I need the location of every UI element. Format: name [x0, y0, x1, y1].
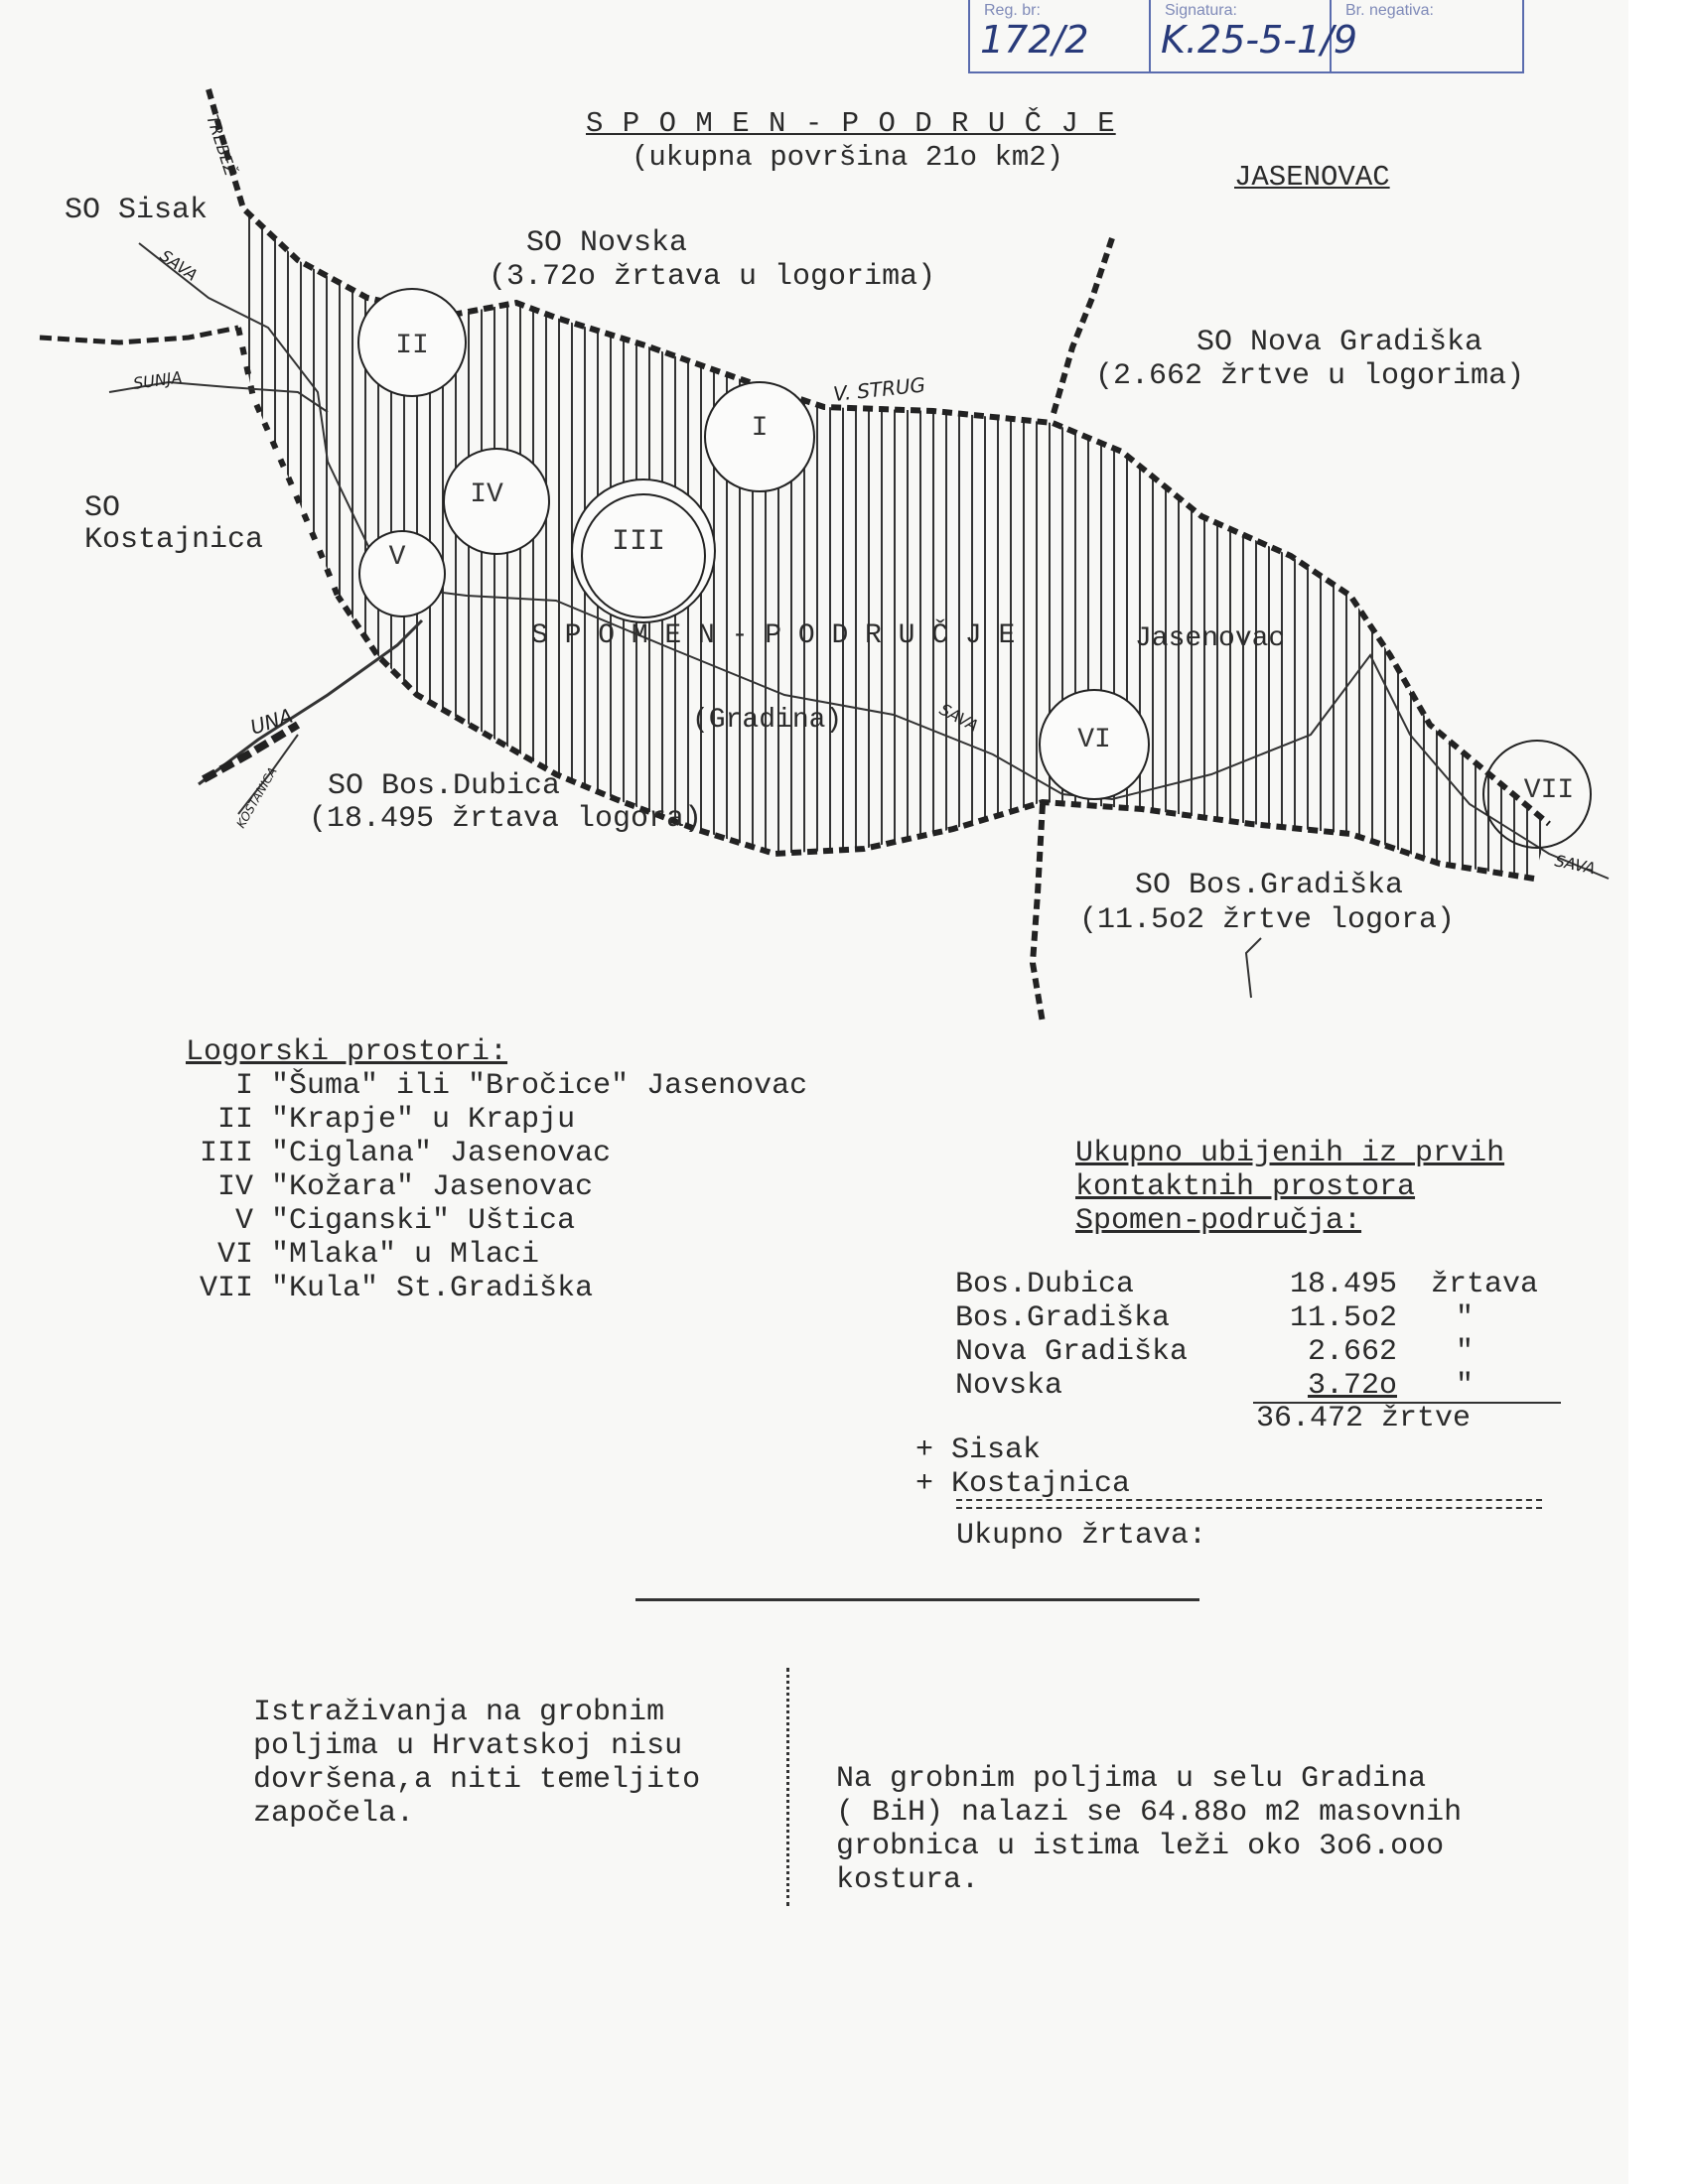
camps-list-item: I "Šuma" ili "Bročice" Jasenovac: [234, 1069, 808, 1103]
totals-heading-line: Spomen-područja:: [1075, 1204, 1362, 1238]
note-left: [253, 1696, 700, 1831]
totals-row: Novska 3.72o ": [955, 1369, 1475, 1403]
totals-heading: [1075, 1137, 1504, 1238]
boundary-east-remnant: [1246, 938, 1261, 998]
note-left-line: dovršena,a niti temeljito: [253, 1763, 701, 1797]
boundary-west-sisak: [40, 328, 238, 342]
camp-circle-v: [359, 531, 445, 616]
totals-sum: 36.472 žrtve: [1256, 1402, 1472, 1435]
label-so-novska: SO Novska: [526, 226, 688, 260]
camp-label-vi: VI: [1077, 725, 1111, 755]
camps-list-item: III "Ciglana" Jasenovac: [199, 1137, 612, 1170]
river-label-sunja: SUNJA: [131, 367, 184, 393]
place-heading: JASENOVAC: [1234, 161, 1390, 194]
label-bos-dubica-victims: (18.495 žrtava logora): [309, 802, 703, 836]
totals-plus-kostajnica: + Kostajnica: [915, 1467, 1131, 1501]
river-label-sava-west: SAVA: [156, 245, 202, 285]
signature-label: Signatura:: [1165, 2, 1237, 19]
river-label-sava-east: SAVA: [1553, 851, 1598, 879]
note-right-line: Na grobnim poljima u selu Gradina: [836, 1762, 1427, 1796]
totals-row: Bos.Dubica 18.495 žrtava: [955, 1268, 1539, 1301]
label-so-sisak: SO Sisak: [65, 194, 209, 227]
label-so-kostajnica-prefix: SO: [84, 491, 121, 525]
river-label-trebez: TREBEŽ: [203, 112, 240, 179]
reg-number-label: Reg. br:: [984, 2, 1041, 19]
camp-circle-vi: [1040, 690, 1149, 799]
label-so-bos-dubica: SO Bos.Dubica: [328, 769, 561, 803]
camps-list-item: V "Ciganski" Uštica: [234, 1204, 576, 1238]
camp-label-iii: III: [611, 525, 666, 559]
label-jasenovac-map: Jasenovac: [1135, 623, 1286, 654]
document-subtitle: (ukupna površina 21o km2): [632, 141, 1064, 174]
note-left-line: Istraživanja na grobnim: [253, 1696, 665, 1729]
river-label-v-strug: V. STRUG: [832, 372, 927, 406]
camp-circle-i: [705, 382, 814, 491]
camps-list-item: II "Krapje" u Krapju: [216, 1103, 576, 1137]
label-nova-gradiska-victims: (2.662 žrtve u logorima): [1095, 359, 1525, 393]
totals-table: [955, 1268, 1554, 1403]
totals-heading-line: kontaktnih prostora: [1075, 1170, 1416, 1204]
section-separator: [635, 1598, 1199, 1601]
camp-label-i: I: [751, 413, 769, 444]
note-right-line: ( BiH) nalazi se 64.88o m2 masovnih: [836, 1796, 1463, 1830]
totals-heading-line: Ukupno ubijenih iz prvih: [1075, 1137, 1505, 1170]
camp-circle-iv: [444, 449, 549, 554]
camps-list: [186, 1069, 807, 1305]
label-kostajnica: Kostajnica: [84, 523, 264, 557]
camp-circle-iii: [572, 479, 715, 622]
camp-label-v: V: [388, 542, 406, 573]
note-right-line: grobnica u istima leži oko 3o6.ooo: [836, 1830, 1445, 1863]
label-so-nova-gradiska: SO Nova Gradiška: [1196, 326, 1483, 359]
document-title: S P O M E N - P O D R U Č J E: [586, 107, 1116, 140]
negative-number-label: Br. negativa:: [1345, 2, 1434, 19]
river-label-kostanica: KOSTANICA: [233, 764, 280, 831]
label-bos-gradiska-victims: (11.5o2 žrtve logora): [1079, 903, 1456, 937]
totals-row: Bos.Gradiška 11.5o2 ": [955, 1301, 1475, 1335]
label-so-bos-gradiska: SO Bos.Gradiška: [1135, 869, 1404, 902]
reg-number-value: 172/2: [980, 18, 1089, 62]
signature-value: K.25-5-1/9: [1161, 18, 1358, 62]
camp-label-ii: II: [395, 331, 429, 361]
camps-list-item: VI "Mlaka" u Mlaci: [216, 1238, 540, 1272]
camp-circle-ii: [358, 289, 466, 396]
column-divider: [786, 1668, 789, 1906]
note-left-line: započela.: [253, 1797, 415, 1831]
totals-plus-sisak: + Sisak: [915, 1433, 1042, 1467]
totals-double-rule: [956, 1499, 1542, 1509]
totals-grand-label: Ukupno žrtava:: [956, 1519, 1207, 1553]
totals-row: Nova Gradiška 2.662 ": [955, 1335, 1475, 1369]
camps-list-item: VII "Kula" St.Gradiška: [199, 1272, 594, 1305]
label-spomen-podrucje-map: S P O M E N - P O D R U Č J E: [531, 620, 1016, 651]
camp-label-vii: VII: [1523, 775, 1575, 806]
label-gradina: (Gradina): [692, 705, 843, 736]
river-label-una: UNA: [247, 703, 296, 740]
note-right-line: kostura.: [836, 1863, 980, 1897]
boundary-south-bos-gradiska: [1033, 804, 1043, 1023]
camp-label-iv: IV: [470, 479, 503, 510]
camps-list-item: IV "Kožara" Jasenovac: [216, 1170, 594, 1204]
river-label-sava-middle: SAVA: [936, 699, 982, 736]
note-right: [836, 1762, 1462, 1897]
camps-list-heading: Logorski prostori:: [186, 1035, 508, 1069]
note-left-line: poljima u Hrvatskoj nisu: [253, 1729, 683, 1763]
label-novska-victims: (3.72o žrtava u logorima): [489, 260, 936, 294]
